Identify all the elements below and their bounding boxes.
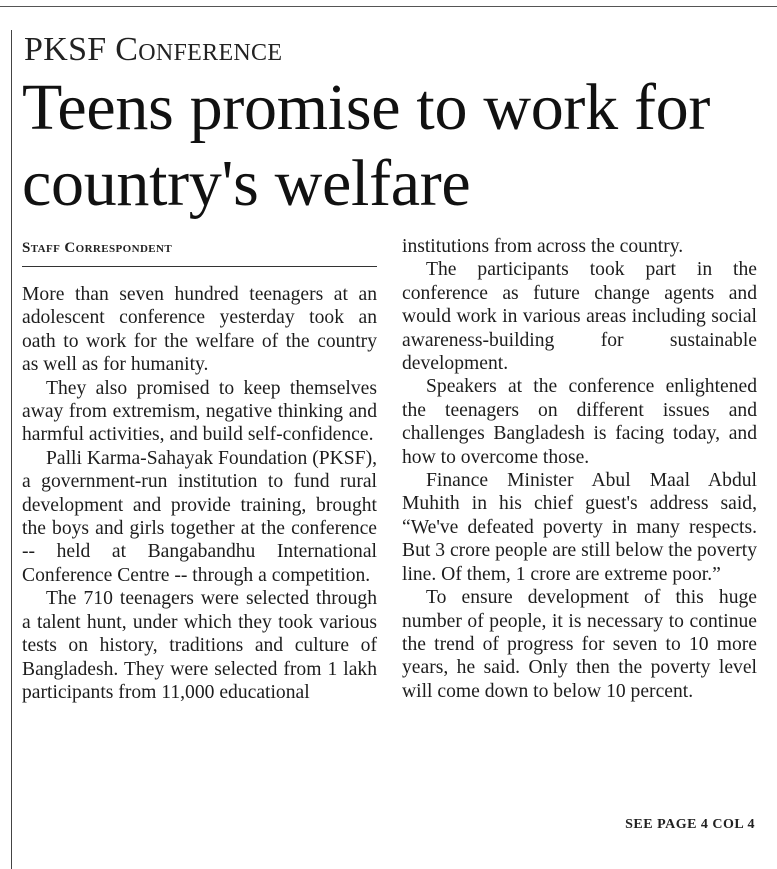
top-border-rule [0,6,777,7]
paragraph: Speakers at the conference enlightened the teenagers on different issues and challenges Bangladesh is facing today, and how to overcome those. [402,376,757,468]
paragraph: The participants took part in the conference as future change agents and would work in various areas including social awareness-building for sustainable development. [402,259,757,375]
paragraph: Finance Minister Abul Maal Abdul Muhith in his chief guest's address said, “We've defeated poverty in many respects. But 3 crore people are still below the poverty line. Of them, 1 crore are extreme poor.” [402,470,757,585]
paragraph: institutions from across the country. [402,236,684,257]
byline-divider [22,266,377,267]
paragraph: Palli Karma-Sahayak Foundation (PKSF), a government-run institution to fund rural development and provide training, brought the boys and girls together at the conference -- held at Bangabandhu International Conference Centre -- through a competition. [22,447,377,586]
article-column-right [402,235,757,703]
article-column-left [22,283,377,704]
byline: Staff Correspondent [22,240,173,256]
paragraph: To ensure development of this huge number of people, it is necessary to continue the trend of progress for seven to 10 more years, he said. Only then the poverty level will come down to below 10 percent. [402,587,757,702]
paragraph: They also promised to keep themselves away from extremism, negative thinking and harmful activities, and build self-confidence. [22,377,377,446]
continuation-jump-line: SEE PAGE 4 COL 4 [625,817,755,832]
article-kicker: PKSF Conference [24,31,283,68]
paragraph: More than seven hundred teenagers at an adolescent conference yesterday took an oath to work for the welfare of the country as well as for humanity. [22,284,377,376]
paragraph: The 710 teenagers were selected through a talent hunt, under which they took various tests on history, traditions and culture of Bangladesh. They were selected from 1 lakh participants from 11,000 educational [22,588,377,703]
article-headline: Teens promise to work for country's welfare [22,71,711,220]
left-border-rule [11,30,12,869]
